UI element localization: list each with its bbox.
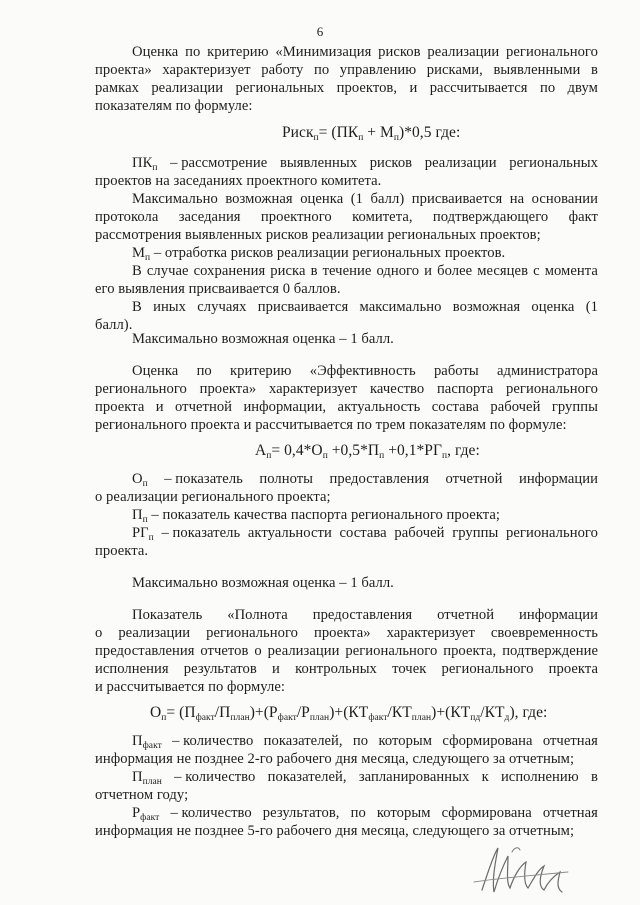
pfact-symbol: $П_{факт}$ [132,733,162,751]
word: отчетная [542,733,598,749]
word: и [424,263,433,279]
word: риска [270,263,306,279]
word: иных [153,299,186,315]
word: на [509,191,525,207]
signature-icon [468,842,583,898]
word: реализации [424,155,497,171]
word: случаях [197,299,247,315]
word: управлению [339,62,417,78]
word: информации [518,471,598,487]
word: одного [376,263,420,279]
word: – количество [174,769,256,785]
word: группы [551,399,598,415]
word: которым [376,805,431,821]
pfact-definition-line-2: информация не позднее 2-го рабочего дня месяца, следующего за отчетным; [95,751,575,767]
word: исполнению [500,769,579,785]
o-definition-line-1 [132,470,598,488]
word: – показатель [161,525,241,541]
else-line-2: балл). [95,317,133,333]
word: заседания [178,209,241,225]
word: точек [392,661,427,677]
word: паспорта [436,381,494,397]
risk-zero-line-2: его выявления присваивается 0 баллов. [95,281,341,297]
word: актуальности [247,525,332,541]
word: проекта [548,661,598,677]
word: течение [322,263,372,279]
word: – показатель [164,471,243,487]
word: и [272,661,280,677]
word: контрольных [295,661,377,677]
word: регионального [506,44,598,60]
s2-line-3 [95,398,598,416]
word: по [196,363,212,379]
word: – рассмотрение [170,155,268,171]
word: регионального [506,381,598,397]
word: предоставления [312,607,413,623]
completeness-formula: $О_п= (П_{факт}/П_{план})+(Р_{факт}/Р_{план})+(КТ_{факт}/КТ_{план})+(КТ_{пд}/КТ_д)$, где: [150,704,548,723]
word: отчетной [445,471,503,487]
word: сформирована [441,805,532,821]
pfact-definition-line-1 [132,732,598,750]
max1-line-3: рассмотрения выявленных рисков реализации региональных проектов; [95,227,541,243]
word: по [352,733,369,749]
pk-definition-line-1 [132,154,598,172]
word: отчетной [437,607,495,623]
word: – количество [170,805,252,821]
word: и [155,399,164,415]
word: регионального [95,381,187,397]
word: (1 [585,299,598,315]
word: по [539,80,556,96]
rg-definition-line-2: проекта. [95,543,149,559]
s1-line-2 [95,61,598,79]
word: выявленными [493,62,581,78]
o-definition-line-2: о реализации регионального проекта; [95,489,331,505]
pk-symbol: $ПК_п$ [132,155,158,173]
word: – количество [172,733,254,749]
word: регионального [441,661,534,677]
s2-line-2 [95,380,598,398]
word: балл) [370,191,405,207]
s1-max-total: Максимально возможная оценка – 1 балл. [132,331,394,347]
word: показателей, [267,769,347,785]
word: двум [567,80,598,96]
s1-line-3 [95,79,598,97]
word: проектного [260,209,332,225]
word: рисков [378,44,421,60]
o-symbol: $О_п$ [132,471,148,489]
word: регионального [345,643,438,659]
word: «Полнота [227,607,288,623]
word: предоставления [329,471,429,487]
word: рабочей [490,399,541,415]
word: рабочей [394,525,445,541]
word: по [185,44,201,60]
admin-formula: $А_п= 0,4*О_п +0,5*П_п +0,1*РГ_п$, где: [255,442,480,461]
s3-line-3 [95,642,598,660]
word: рисков [369,155,413,171]
pk-definition-line-2: проектов на заседаниях проектного комитета. [95,173,382,189]
word: характеризует [386,625,475,641]
word: месяцев [477,263,529,279]
pplan-definition-line-1 [132,768,598,786]
rfact-definition-line-1 [132,804,598,822]
word: случае [146,263,189,279]
page-number: 6 [316,24,324,39]
word: возможная [225,191,293,207]
word: В [132,299,142,315]
word: рисками, [426,62,483,78]
word: в [310,263,318,279]
word: «Эффективность [309,363,416,379]
word: характеризует [268,381,358,397]
word: отчетов [200,643,249,659]
s2-line-4: регионального проекта и рассчитывается по трем показателям по формуле: [95,417,567,433]
word: «Минимизация [275,44,372,60]
word: отчетная [542,805,598,821]
word: к [481,769,489,785]
word: проекта» [313,625,371,641]
pplan-symbol: $П_{план}$ [132,769,162,787]
word: Максимально [132,191,218,207]
word: Оценка [132,44,179,60]
max1-line-1 [132,190,598,208]
word: реализации [267,643,340,659]
s3-line-4 [95,660,598,678]
word: полноты [259,471,314,487]
word: проекта» [199,381,257,397]
max1-line-2 [95,208,598,226]
word: проекта» [95,62,152,78]
s3-line-1 [132,606,598,624]
word: возможная [452,299,521,315]
word: работу [261,62,304,78]
rg-definition-line-1 [132,524,598,542]
word: исполнения [95,661,169,677]
word: (1 [350,191,364,207]
s3-line-2 [95,624,598,642]
word: сохранения [193,263,266,279]
word: Оценка [132,363,179,379]
word: характеризует [162,62,251,78]
word: результатов, [262,805,340,821]
word: оценка [531,299,575,315]
word: В [132,263,142,279]
word: информации, [243,399,327,415]
risk-zero-line-1 [132,262,598,280]
word: с [533,263,540,279]
word: отчетной [175,399,233,415]
word: администратора [497,363,598,379]
word: критерию [207,44,269,60]
rfact-symbol: $Р_{факт}$ [132,805,160,823]
word: по [313,62,330,78]
word: в [590,769,598,785]
word: протокола [95,209,159,225]
word: своевременность [490,625,598,641]
word: рассчитывается [429,80,528,96]
s2-line-1 [132,362,598,380]
word: более [437,263,473,279]
word: информации [518,607,598,623]
word: подтверждение [502,643,598,659]
word: проектов, [336,80,398,96]
word: запланированных [358,769,470,785]
word: предоставления [95,643,195,659]
word: работы [433,363,479,379]
word: и [409,80,418,96]
s1-line-4: показателям по формуле: [95,98,253,114]
word: актуальность [337,399,421,415]
word: результатов [183,661,257,677]
word: реализации [118,625,191,641]
word: максимально [359,299,442,315]
word: региональных [235,80,325,96]
word: Показатель [132,607,203,623]
word: присваивается [411,191,503,207]
rg-symbol: $РГ_п$ [132,525,154,543]
word: группы [452,525,499,541]
word: основании [531,191,598,207]
word: факт [568,209,598,225]
s3-line-5: и рассчитывается по формуле: [95,679,285,695]
word: рамках [95,80,139,96]
word: о [254,643,262,659]
else-line-1 [132,298,598,316]
word: показателей, [263,733,343,749]
word: качество [369,381,425,397]
word: присваивается [257,299,349,315]
word: по [350,805,366,821]
word: состава [339,525,387,541]
word: в [590,62,598,78]
s2-max-total: Максимально возможная оценка – 1 балл. [132,575,394,591]
word: состава [431,399,479,415]
word: регионального [206,625,298,641]
word: реализации [151,80,224,96]
word: подтверждающего [432,209,549,225]
word: выявленных [279,155,358,171]
p-definition: $П_п$ – показатель качества паспорта регионального проекта; [132,507,501,525]
word: комитета, [352,209,413,225]
word: регионального [506,525,598,541]
word: критерию [230,363,292,379]
word: о [95,625,103,641]
rfact-definition-line-2: информация не позднее 5-го рабочего дня месяца, следующего за отчетным; [95,823,575,839]
word: реализации [427,44,500,60]
word: которым [378,733,433,749]
pplan-definition-line-2: отчетном году; [95,787,189,803]
word: региональных [509,155,598,171]
risk-formula: Риск$_п$= $(ПК_п + М_п)*0,5$ где: [282,124,461,143]
word: проекта, [443,643,497,659]
word: оценка [300,191,344,207]
word: проекта [95,399,145,415]
word: сформирована [442,733,533,749]
s1-line-1 [132,43,598,61]
m-definition: $М_п$ – отработка рисков реализации региональных проектов. [132,245,506,263]
word: момента [544,263,598,279]
